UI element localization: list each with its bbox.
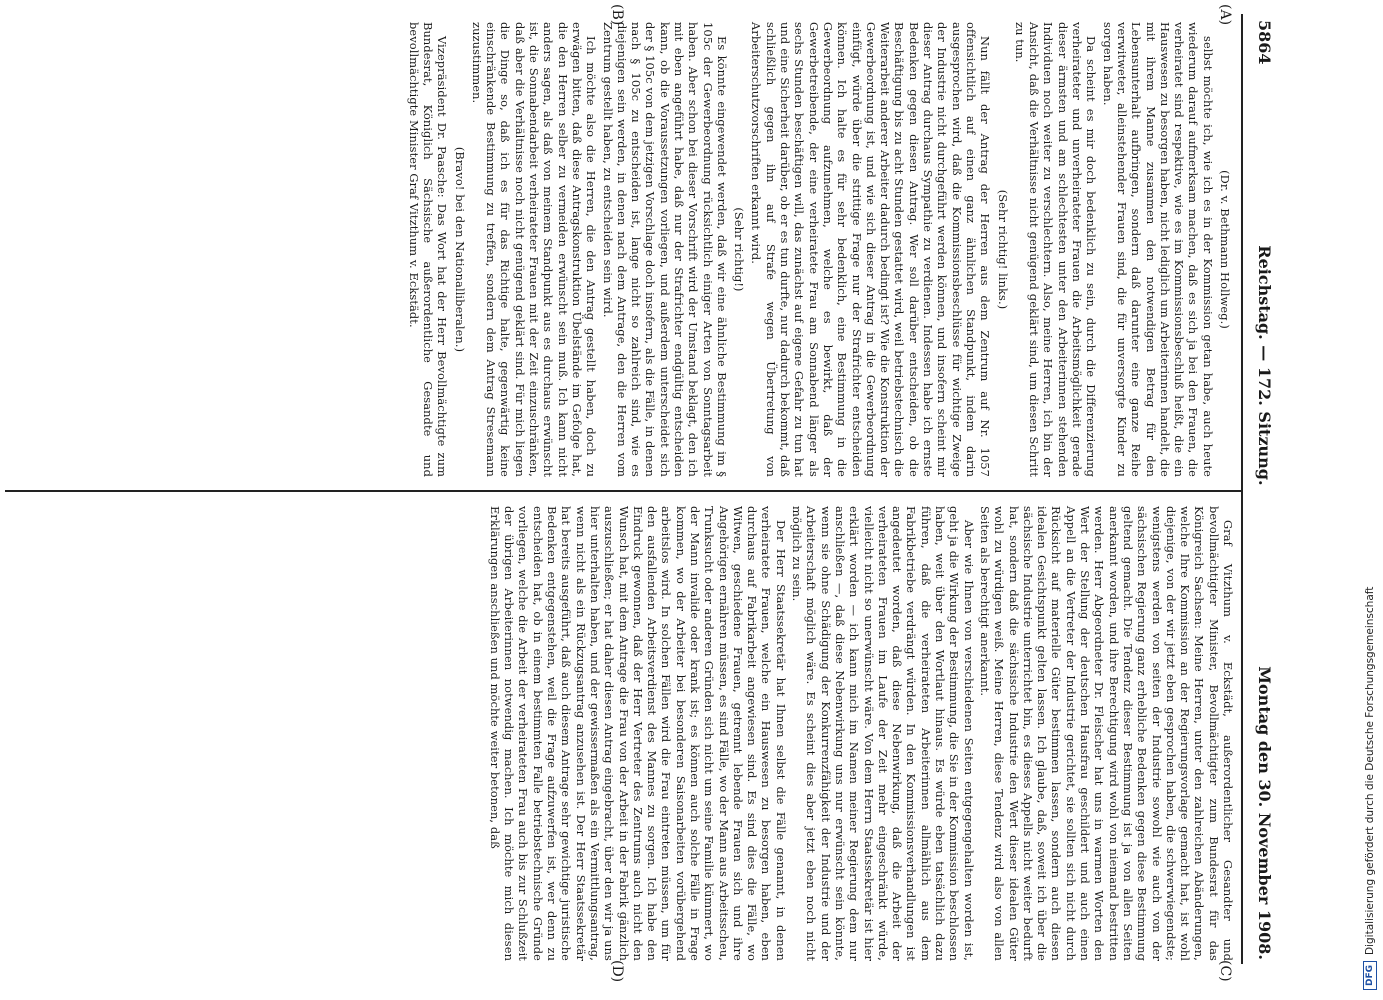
margin-marker-c: (C) xyxy=(1217,960,1233,982)
header-rule xyxy=(1241,14,1243,964)
paragraph: Der Herr Staatssekretär hat Ihnen selbst die Fälle genannt, in denen verheiratete Frauen, welche ein Hauswesen zu besorgen haben, eben durchaus auf Fabrikarbeit angewiesen sind. Es sind dies die Fälle, wo Witwen, geschiedene Frauen, getrennt lebende Frauen sich und ihre Angehörigen ernähren müssen, es sind Fälle, wo der Mann aus Arbeitsscheu, Trunksucht oder anderen Gründen sich nicht um seine Familie kümmert, wo der Mann invalide oder krank ist; es können auch solche Fälle in Frage kommen, wo der Arbeiter bei besonderen Saisonarbeiten vorübergehend arbeitslos wird. In solchen Fällen wird die Frau eintreten müssen, um für den ausfallenden Arbeitsverdienst des Mannes zu sorgen. Ich habe den Eindruck gewonnen, daß der Herr Vertreter des Zentrums auch nicht den Wunsch hat, mit dem Antrage die Frau von der Arbeit in der Fabrik gänzlich auszuschließen; er hat daher diesen Antrag eingebracht, über den wir ja uns hier unterhalten haben, und der gewissermaßen als ein Vermittlungsantrag, wenn nicht als ein Rückzugsantrag anzusehen ist. Der Herr Staatssekretär hat bereits ausgeführt, daß auch diesem Antrage sehr gewichtige juristische Bedenken entgegenstehen, weil die Frage aufzuwerfen ist, wer denn zu entscheiden hat, ob in einem bestimmten Falle betriebstechnische Gründe vorliegen, welche die Arbeit der verheirateten Frau auch bis zur Schlußzeit der übrigen Arbeiterinnen notwendig machen. Ich möchte mich diesen Erklärungen anschließen und möchte weiter betonen, daß xyxy=(487,506,788,961)
paragraph: selbst möchte ich, wie ich es in der Kommission getan habe, auch heute wiederum darauf aufmerksam machen, daß es sich ja bei den Frauen, die verheiratet sind respektive, wie es im Kommissionsbeschluß heißt, die ein Hauswesen zu besorgen haben, nicht lediglich um Arbeiterinnen handelt, die mit ihrem Manne zusammen den notwendigen Betrag für den Lebensunterhalt aufbringen, sondern daß darunter eine ganze Reihe verwitweter, alleinstehender Frauen sind, die für unversorgte Kinder zu sorgen haben. xyxy=(1100,22,1215,477)
dfg-logo: DFG xyxy=(1363,961,1377,990)
page-header xyxy=(1251,20,1279,960)
column-rule xyxy=(5,490,1241,492)
paragraph: Ich möchte also die Herren, die den Antrag gestellt haben, doch zu erwägen bitten, daß diese Antragskonstruktion Übelstände im Gefolge hat, die den Herren selber zu vermeiden erwünscht sein muß. Ich kann nicht anders sagen, als daß von meinem Standpunkt aus es durchaus erwünscht ist, die Sonnabendarbeit verheirateter Frauen mit der Zeit einzuschränken, daß aber die Verhältnisse noch nicht genügend geklärt sind. Für mich liegen die Dinge so, daß ich es für das Richtige halte, gegenwärtig keine einschränkende Bestimmung zu treffen, sondern dem Antrag Stresemann zuzustimmen. xyxy=(469,22,599,477)
paragraph: Aber wie Ihnen von verschiedenen Seiten entgegengehalten worden ist, geht ja die Wirkung der Bestimmung, die Sie in der Kommission beschlossen haben, weit über den Wortlaut hinaus. Es würde eben tatsächlich dazu führen, daß die verheirateten Arbeiterinnen allmählich aus dem Fabrikbetriebe verdrängt würden. In den Kommissionsverhandlungen ist angedeutet worden, daß diese Nebenwirkung, daß die Arbeit der verheirateten Frauen im Laufe der Zeit mehr eingeschränkt würde, vielleicht nicht so unerwünscht wäre. Von dem Herrn Staatssekretär ist hier erklärt worden — ich kann mich im Namen meiner Regierung dem nur anschließen —, daß diese Nebenwirkung uns nur erwünscht sein könnte, wenn sie ohne Schädigung der Konkurrenzfähigkeit der Industrie und der Arbeiterschaft möglich wäre. Es scheint dies aber jetzt eben noch nicht möglich zu sein. xyxy=(790,506,976,961)
left-column xyxy=(404,22,1235,477)
footer-text-strip xyxy=(1360,20,1380,990)
session-title: Reichstag. — 172. Sitzung. xyxy=(1255,245,1275,486)
paragraph: Graf Vitzthum v. Eckstädt, außerordentlicher Gesandter und bevollmächtigter Minister, Bevollmächtigter zum Bundesrat für das Königreich Sachsen: Meine Herren, unter den zahlreichen Abänderungen, welche Ihre Kommission an der Regierungsvorlage gemacht hat, ist wohl diejenige, von der wir jetzt eben gesprochen haben, die schwerwiegendste; wenigstens werden von seiten der Industrie sowohl wie auch von der sächsischen Regierung ganz erhebliche Bedenken gegen diese Bestimmung geltend gemacht. Die Tendenz dieser Bestimmung ist ja von allen Seiten anerkannt worden, und ihre Berechtigung wird wohl von niemand bestritten werden. Herr Abgeordneter Dr. Fleischer hat uns in warmen Worten den Wert der Stellung der deutschen Hausfrau geschildert und auch einen Appell an die Vertreter der Industrie gerichtet, sie sollten sich nicht durch Rücksicht auf materielle Güter bestimmen lassen, sondern auch diesen idealen Gesichtspunkt gelten lassen. Ich glaube, daß, soweit ich über die sächsische Industrie unterrichtet bin, es dieses Appells nicht weiter bedurft hat, sondern daß die sächsische Industrie den Wert dieser idealen Güter wohl zu würdigen weiß. Meine Herren, diese Tendenz wird also von allen Seiten als berechtigt anerkannt. xyxy=(977,506,1235,961)
margin-marker-a: (A) xyxy=(1217,4,1233,26)
applause-note: (Sehr richtig! links.) xyxy=(995,189,1010,310)
applause-note: (Bravo! bei den Nationalliberalen.) xyxy=(452,146,467,353)
speaker-note: (Dr. v. Bethmann Hollweg.) xyxy=(1218,170,1232,329)
paragraph: Da scheint es mir doch bedenklich zu sein, durch die Differenzierung verheirateter und unverheirateter Frauen die Arbeitsmöglichkeit gerade dieser ärmsten und am schlechtesten unter den Arbeiterinnen stehenden Individuen noch weiter zu verschlechtern. Also, meine Herren, ich bin der Ansicht, daß die Verhältnisse nicht genügend geklärt sind, um diesen Schritt zu tun. xyxy=(1012,22,1099,477)
session-date: Montag den 30. November 1908. xyxy=(1255,666,1275,960)
margin-marker-b: (B) xyxy=(609,4,625,26)
margin-marker-d: (D) xyxy=(609,960,625,983)
applause-note: (Sehr richtig!) xyxy=(732,207,747,292)
digitization-credit: Digitalisierung gefördert durch die Deutsche Forschungsgemeinschaft xyxy=(1364,586,1376,955)
paragraph: Nun fällt der Antrag der Herren aus dem Zentrum auf Nr. 1057 offensichtlich auf einen ganz ähnlichen Standpunkt, indem darin ausgesprochen wird, daß die Kommissionsbeschlüsse für wichtige Zweige der Industrie nicht durchgeführt werden können, und insofern scheint mir dieser Antrag durchaus Sympathie zu verdienen. Indessen habe ich ernste Bedenken gegen diesen Antrag. Wer soll darüber entscheiden, ob die Beschäftigung bis zu acht Stunden gestattet wird, weil betriebstechnisch die Weiterarbeit anderer Arbeiter dadurch bedingt ist? Wie die Konstruktion der Gewerbeordnung ist, und wie sich dieser Antrag in die Gewerbeordnung einfügt, würde über die strittige Frage nur der Strafrichter entscheiden können. Ich halte es für sehr bedenklich, eine Bestimmung in die Gewerbeordnung aufzunehmen, welche es bewirkt, daß der Gewerbetreibende, der eine verheiratete Frau am Sonnabend länger als sechs Stunden beschäftigen will, das zunächst auf eigene Gefahr zu tun hat und eine Sicherheit darüber, ob er es tun durfte, nur dadurch bekommt, daß schließlich gegen ihn auf Strafe wegen Übertretung von Arbeiterschutzvorschriften erkannt wird. xyxy=(749,22,993,477)
footer xyxy=(1360,20,1380,990)
closing-paragraph: Vizepräsident Dr. Paasche: Das Wort hat der Herr Bevollmächtigte zum Bundesrat, Königlich Sächsische außerordentliche Gesandte und bevollmächtigte Minister Graf Vitzthum v. Eckstädt. xyxy=(406,22,450,477)
right-column xyxy=(486,506,1235,961)
page-number: 5864 xyxy=(1255,20,1275,65)
paragraph: Es könnte eingewendet werden, daß wir eine ähnliche Bestimmung im § 105c der Gewerbeordnung rücksichtlich einiger Arten von Sonntagsarbeit haben. Aber schon bei dieser Vorschrift wird der Umstand beklagt, den ich mit eben angeführt habe, daß nur der Strafrichter endgültig entscheiden kann, ob die Voraussetzungen vorliegen, und außerdem unterscheidet sich der § 105c von dem jetzigen Vorschlage doch insofern, als die Fälle, in denen nach § 105c zu entscheiden ist, lange nicht so zahlreich sind, wie es diejenigen sein werden, in denen nach dem Antrage, den die Herren vom Zentrum gestellt haben, zu entscheiden sein wird. xyxy=(600,22,729,477)
